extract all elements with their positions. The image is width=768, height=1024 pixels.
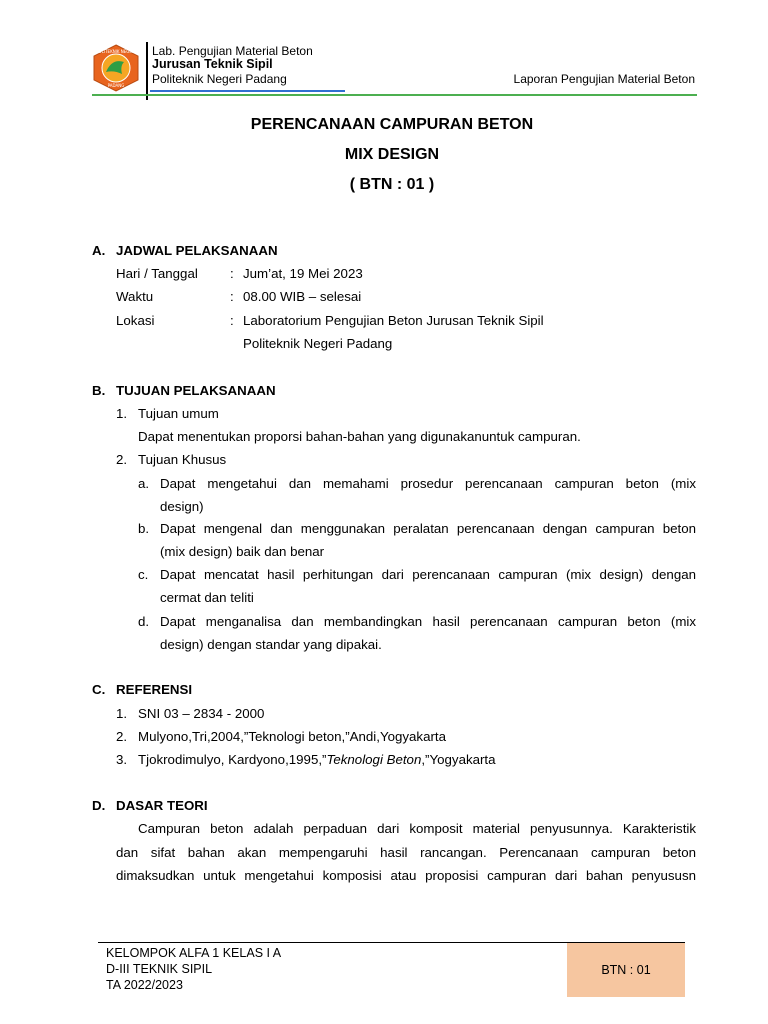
section-c-heading: REFERENSI: [116, 682, 193, 697]
reference-item: Mulyono,Tri,2004,”Teknologi beton,”Andi,Yogyakarta: [138, 729, 446, 744]
footer-code: BTN : 01: [601, 963, 651, 977]
page-code: ( BTN : 01 ): [349, 176, 435, 193]
header-divider-vertical: [146, 42, 148, 100]
reference-text: ,”Yogyakarta: [421, 752, 496, 767]
footer-group: KELOMPOK ALFA 1 KELAS I A: [106, 946, 282, 960]
list-number: 3.: [116, 752, 128, 767]
objective-d-line2: design) dengan standar yang dipakai.: [160, 637, 382, 652]
section-b-heading: TUJUAN PELAKSANAAN: [116, 383, 276, 398]
schedule-sep: :: [230, 266, 234, 281]
logo-text-bottom: PADANG: [107, 83, 125, 88]
sub-letter: d.: [138, 614, 150, 629]
list-number: 2.: [116, 729, 128, 744]
politeknik-logo: [92, 44, 140, 92]
sub-letter: b.: [138, 521, 150, 536]
header-politeknik: Politeknik Negeri Padang: [152, 72, 287, 86]
header-report-title: Laporan Pengujian Material Beton: [513, 72, 695, 86]
schedule-label-location: Lokasi: [116, 313, 155, 328]
list-number: 1.: [116, 406, 128, 421]
objective-a-line1: Dapat mengetahui dan memahami prosedur perencanaan campuran beton (mix: [160, 476, 696, 491]
objective-general-text: Dapat menentukan proporsi bahan-bahan yang digunakanuntuk campuran.: [138, 429, 581, 444]
section-c-letter: C.: [92, 682, 106, 697]
schedule-value-time: 08.00 WIB – selesai: [243, 289, 362, 304]
sub-letter: c.: [138, 567, 149, 582]
page-title: PERENCANAAN CAMPURAN BETON: [250, 116, 534, 133]
schedule-sep: :: [230, 289, 234, 304]
theory-paragraph-line3: dimaksudkan untuk mengetahui komposisi atau proposisi campuran dari bahan penyususn: [116, 868, 696, 883]
section-d-letter: D.: [92, 798, 106, 813]
reference-text: Tjokrodimulyo, Kardyono,1995,”: [138, 752, 327, 767]
footer-code-box: [567, 943, 685, 997]
page-subtitle: MIX DESIGN: [344, 146, 440, 163]
reference-item: SNI 03 – 2834 - 2000: [138, 706, 265, 721]
section-a-heading: JADWAL PELAKSANAAN: [116, 243, 278, 258]
list-number: 2.: [116, 452, 128, 467]
list-number: 1.: [116, 706, 128, 721]
objective-b-line1: Dapat mengenal dan menggunakan peralatan perencanaan dengan campuran beton: [160, 521, 696, 536]
footer-year: TA 2022/2023: [106, 978, 183, 992]
logo-text-top: POLITEKNIK NEGERI: [96, 49, 136, 54]
schedule-label-date: Hari / Tanggal: [116, 266, 198, 281]
footer-program: D-III TEKNIK SIPIL: [106, 962, 213, 976]
objective-c-line2: cermat dan teliti: [160, 590, 254, 605]
objective-general-title: Tujuan umum: [138, 406, 219, 421]
objective-c-line1: Dapat mencatat hasil perhitungan dari perencanaan campuran (mix design) dengan: [160, 567, 696, 582]
section-d-heading: DASAR TEORI: [116, 798, 208, 813]
section-a-letter: A.: [92, 243, 106, 258]
objective-a-line2: design): [160, 499, 204, 514]
objective-b-line2: (mix design) baik dan benar: [160, 544, 325, 559]
schedule-value-location: Laboratorium Pengujian Beton Jurusan Teknik Sipil: [243, 313, 544, 328]
schedule-label-time: Waktu: [116, 289, 154, 304]
header-lab: Lab. Pengujian Material Beton: [152, 44, 313, 58]
schedule-value-location-cont: Politeknik Negeri Padang: [243, 336, 393, 351]
theory-paragraph-line1: Campuran beton adalah perpaduan dari komposit material penyusunnya. Karakteristik: [138, 821, 696, 836]
header-jurusan: Jurusan Teknik Sipil: [152, 57, 273, 71]
sub-letter: a.: [138, 476, 150, 491]
reference-book-title: Teknologi Beton: [326, 752, 422, 767]
header-line-blue: [150, 90, 345, 92]
theory-paragraph-line2: dan sifat bahan akan mempengaruhi hasil rancangan. Perencanaan campuran beton: [116, 845, 696, 860]
schedule-sep: :: [230, 313, 234, 328]
objective-d-line1: Dapat menganalisa dan membandingkan hasil perencanaan campuran beton (mix: [160, 614, 696, 629]
objective-specific-title: Tujuan Khusus: [138, 452, 227, 467]
reference-item: [138, 752, 496, 768]
header-line-green: [92, 94, 697, 96]
schedule-value-date: Jum’at, 19 Mei 2023: [243, 266, 363, 281]
section-b-letter: B.: [92, 383, 106, 398]
